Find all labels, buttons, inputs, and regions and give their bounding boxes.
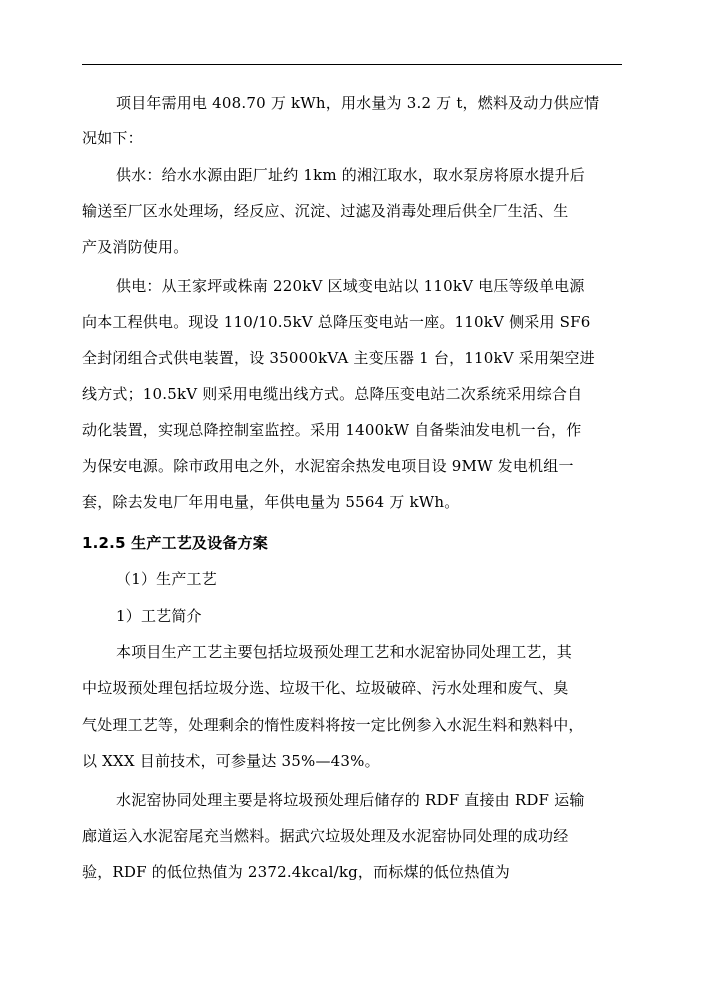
text-line-16: 以 XXX 目前技术，可参量达 35%—43%。 <box>82 752 380 770</box>
text-line-8: 全封闭组合式供电装置，设 35000kVA 主变压器 1 台，110kV 采用架空进 <box>82 349 595 367</box>
text-line-2: 况如下： <box>82 129 143 147</box>
text-line-11: 为保安电源。除市政用电之外，水泥窑余热发电项目设 9MW 发电机组一 <box>82 457 574 475</box>
text-line-1: 项目年需用电 408.70 万 kWh，用水量为 3.2 万 t，燃料及动力供应情 <box>116 94 600 112</box>
text-line-14: 中垃圾预处理包括垃圾分选、垃圾干化、垃圾破碎、污水处理和废气、臭 <box>82 679 569 697</box>
text-line-6: 供电：从王家坪或株南 220kV 区域变电站以 110kV 电压等级单电源 <box>116 277 585 295</box>
text-line-4: 输送至厂区水处理场，经反应、沉淀、过滤及消毒处理后供全厂生活、生 <box>82 202 569 220</box>
text-line-15: 气处理工艺等，处理剩余的惰性废料将按一定比例参入水泥生料和熟料中， <box>82 716 584 734</box>
text-line-3: 供水：给水水源由距厂址约 1km 的湘江取水，取水泵房将原水提升后 <box>116 166 585 184</box>
text-line-17: 水泥窑协同处理主要是将垃圾预处理后储存的 RDF 直接由 RDF 运输 <box>116 791 585 809</box>
text-line-7: 向本工程供电。现设 110/10.5kV 总降压变电站一座。110kV 侧采用 SF6 <box>82 313 591 331</box>
section-heading: 1.2.5 生产工艺及设备方案 <box>82 534 268 552</box>
subheading-2: 1）工艺简介 <box>116 607 202 625</box>
text-line-19: 验，RDF 的低位热值为 2372.4kcal/kg，而标煤的低位热值为 <box>82 863 510 881</box>
text-line-13: 本项目生产工艺主要包括垃圾预处理工艺和水泥窑协同处理工艺，其 <box>116 643 573 661</box>
text-line-12: 套，除去发电厂年用电量，年供电量为 5564 万 kWh。 <box>82 493 460 511</box>
text-line-5: 产及消防使用。 <box>82 238 189 256</box>
text-line-10: 动化装置，实现总降控制室监控。采用 1400kW 自备柴油发电机一台，作 <box>82 421 582 439</box>
header-rule <box>82 64 622 65</box>
text-line-9: 线方式；10.5kV 则采用电缆出线方式。总降压变电站二次系统采用综合自 <box>82 385 583 403</box>
text-line-18: 廊道运入水泥窑尾充当燃料。据武穴垃圾处理及水泥窑协同处理的成功经 <box>82 827 569 845</box>
subheading-1: （1）生产工艺 <box>116 570 217 588</box>
